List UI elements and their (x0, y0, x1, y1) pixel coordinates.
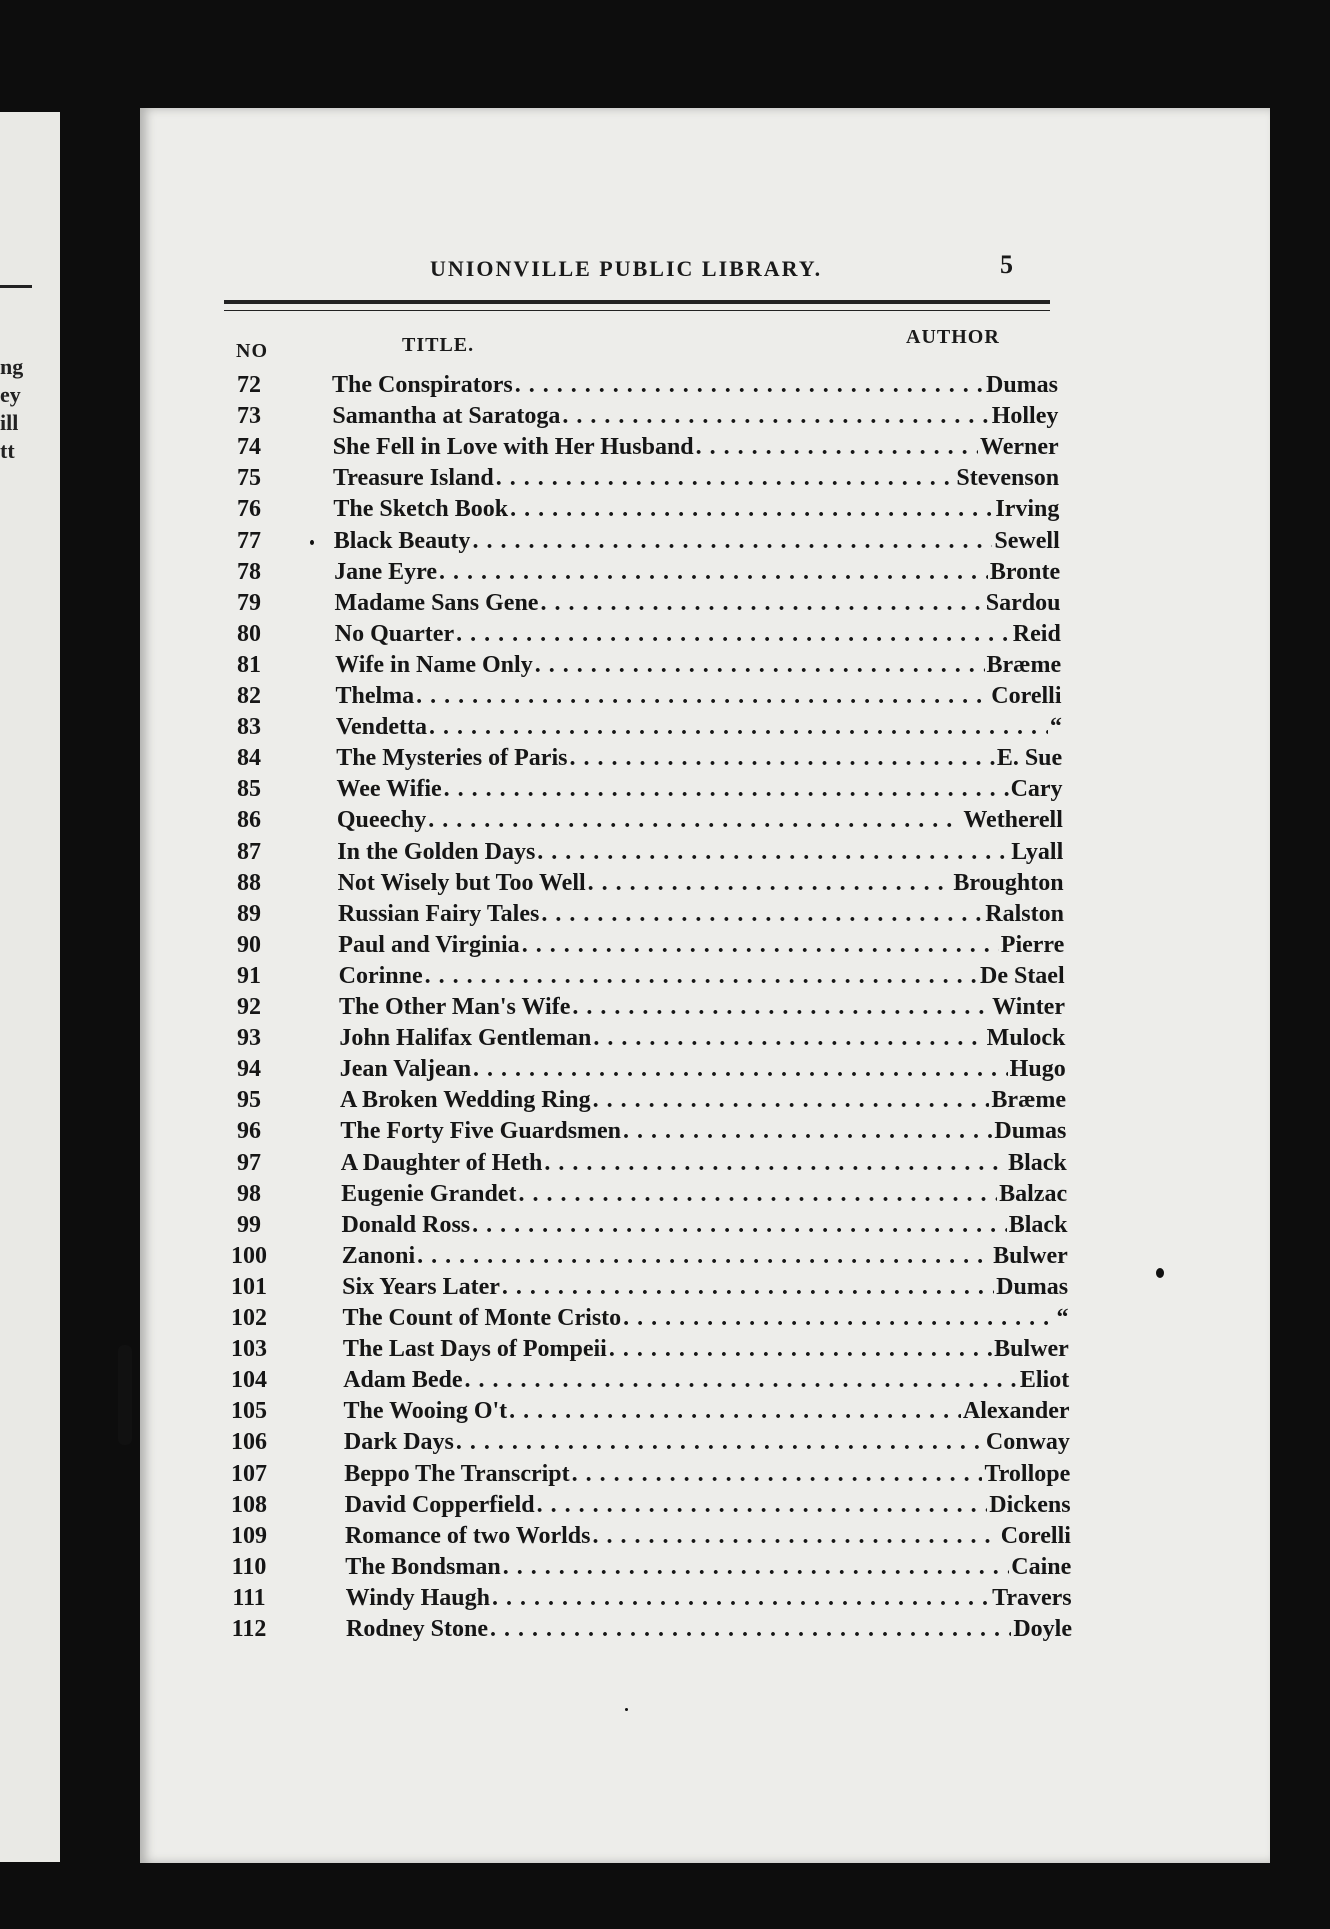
page-number: 5 (1000, 250, 1013, 279)
left-page-fragment (0, 112, 60, 1862)
catalog-entry-row (140, 1396, 1270, 1427)
entry-line (336, 743, 1062, 774)
entry-title: The Other Man's Wife (339, 994, 571, 1020)
entry-author: De Stael (979, 962, 1065, 989)
entry-line (345, 1490, 1071, 1521)
entry-number: 87 (237, 838, 261, 865)
entry-number: 112 (231, 1616, 267, 1642)
dot-leader (572, 992, 990, 1023)
dot-leader (544, 1148, 1006, 1179)
entry-line (333, 432, 1059, 463)
catalog-entry-row (140, 1148, 1270, 1179)
entry-author: Balzac (999, 1180, 1068, 1207)
entry-number: 109 (231, 1522, 267, 1549)
entry-title: The Forty Five Guardsmen (340, 1118, 622, 1145)
entry-author: Bulwer (994, 1336, 1069, 1363)
entry-author: Sardou (985, 589, 1061, 616)
entry-author: Mulock (986, 1025, 1066, 1052)
dot-leader (417, 1241, 991, 1272)
entry-title: No Quarter (334, 620, 455, 647)
entry-number: 103 (231, 1336, 267, 1363)
entry-author: Bulwer (993, 1242, 1068, 1269)
entry-line (346, 1614, 1072, 1645)
entry-title: Wife in Name Only (335, 651, 533, 678)
entry-number: 76 (237, 496, 261, 523)
entry-author: Caine (1011, 1553, 1072, 1580)
entry-title: Wee Wifie (336, 776, 442, 803)
entry-line (332, 401, 1058, 432)
entry-title: The Bondsman (345, 1553, 501, 1580)
entry-title: Dark Days (343, 1429, 454, 1456)
entry-title: In the Golden Days (337, 838, 536, 865)
entry-number: 107 (231, 1460, 267, 1487)
entry-number: 82 (237, 683, 261, 709)
entry-line (335, 650, 1061, 681)
entry-number: 74 (237, 434, 261, 461)
dot-leader (541, 899, 983, 930)
dot-leader (472, 1210, 1007, 1241)
entry-author: Dickens (989, 1491, 1071, 1518)
catalog-entry-row (140, 1427, 1270, 1458)
entry-author: Black (1008, 1149, 1067, 1176)
entry-number: 84 (237, 745, 261, 772)
catalog-entry-row (140, 930, 1270, 961)
entry-author: Trollope (984, 1460, 1071, 1487)
dot-leader (439, 557, 988, 588)
entry-title: Zanoni (341, 1242, 416, 1269)
entry-number: 94 (237, 1056, 261, 1083)
entry-title: Eugenie Grandet (341, 1180, 517, 1207)
left-fragment-text: ey (0, 382, 21, 407)
entry-line (338, 868, 1064, 899)
entry-title: David Copperfield (344, 1491, 535, 1518)
entry-line (344, 1396, 1070, 1427)
catalog-entry-row (140, 1241, 1270, 1272)
entry-number: 79 (237, 589, 261, 616)
entry-line (341, 1210, 1067, 1241)
dot-leader (593, 1023, 984, 1054)
catalog-entry-row (140, 1116, 1270, 1147)
entry-line (333, 494, 1059, 525)
entry-number: 105 (231, 1398, 267, 1425)
entry-author: Reid (1012, 620, 1061, 647)
entry-number: 97 (237, 1149, 261, 1176)
column-header-title: TITLE. (402, 334, 475, 356)
catalog-page (140, 108, 1270, 1863)
dot-leader (592, 1521, 998, 1552)
dot-leader (609, 1334, 992, 1365)
entry-line (340, 1054, 1066, 1085)
entry-author: Wetherell (963, 807, 1063, 834)
dot-leader (518, 1179, 997, 1210)
dot-leader (623, 1303, 1054, 1334)
entry-title: A Broken Wedding Ring (340, 1087, 591, 1114)
entry-title: Jane Eyre (334, 558, 437, 585)
entry-title: Not Wisely but Too Well (337, 869, 586, 896)
entry-title: Thelma (335, 683, 415, 709)
entry-number: 77 (237, 527, 261, 554)
dot-leader (496, 463, 955, 494)
entry-line (338, 930, 1064, 961)
entry-author: Cary (1010, 776, 1063, 803)
catalog-entry-row (140, 1490, 1270, 1521)
entry-title: Rodney Stone (346, 1616, 489, 1642)
entry-number: 100 (231, 1242, 267, 1269)
entry-author: Eliot (1019, 1367, 1070, 1394)
dot-leader (569, 743, 994, 774)
entry-number: 96 (237, 1118, 261, 1145)
entry-author: Lyall (1011, 838, 1064, 865)
entry-line (342, 1272, 1068, 1303)
entry-title: Jean Valjean (339, 1056, 472, 1083)
entry-title: The Mysteries of Paris (336, 745, 568, 772)
entry-line (344, 1427, 1070, 1458)
entry-line (342, 1241, 1068, 1272)
catalog-entry-row (140, 557, 1270, 588)
entry-number: 102 (231, 1305, 267, 1331)
dot-leader (465, 1365, 1018, 1396)
entry-author: Black (1008, 1211, 1068, 1238)
catalog-entry-row (140, 1552, 1270, 1583)
entry-title: Corinne (338, 962, 423, 989)
entry-title: John Halifax Gentleman (339, 1025, 592, 1052)
entry-title: Black Beauty (333, 527, 471, 554)
dot-leader (537, 1490, 988, 1521)
dot-leader (537, 837, 1009, 868)
entry-author: Dumas (994, 1118, 1067, 1145)
dot-leader (425, 961, 978, 992)
entry-line (332, 370, 1058, 401)
catalog-entry-row (140, 1459, 1270, 1490)
entry-author: “ (1056, 1305, 1069, 1331)
entry-number: 78 (237, 558, 261, 585)
catalog-entry-row (140, 805, 1270, 836)
entry-line (337, 837, 1063, 868)
entry-author: Stevenson (956, 465, 1060, 492)
entry-line (341, 1148, 1067, 1179)
entry-number: 111 (232, 1584, 266, 1611)
header-rule-thin (224, 310, 1050, 311)
catalog-entry-row (140, 401, 1270, 432)
catalog-entry-row (140, 681, 1270, 712)
entry-number: 92 (237, 994, 261, 1020)
entry-author: Broughton (953, 869, 1064, 896)
binding-mark (118, 1345, 132, 1445)
entry-number: 81 (237, 651, 261, 678)
entry-number: 98 (237, 1180, 261, 1207)
entry-author: Bræme (986, 651, 1062, 678)
dot-leader (503, 1552, 1010, 1583)
entry-author: “ (1049, 714, 1062, 741)
catalog-entry-row (140, 961, 1270, 992)
column-header-author: AUTHOR (906, 326, 1000, 348)
entry-number: 106 (231, 1429, 267, 1456)
catalog-entry-row (140, 1583, 1270, 1614)
entry-title: Romance of two Worlds (344, 1522, 591, 1549)
dot-leader (416, 681, 989, 712)
catalog-entry-row (140, 432, 1270, 463)
dot-leader (473, 1054, 1008, 1085)
entry-title: Paul and Virginia (338, 931, 520, 958)
entry-number: 83 (237, 714, 261, 741)
catalog-entry-row (140, 743, 1270, 774)
left-fragment-text: ill (0, 410, 19, 435)
entry-line (337, 805, 1063, 836)
entry-title: Adam Bede (343, 1367, 463, 1394)
dot-leader (429, 712, 1048, 743)
entry-title: She Fell in Love with Her Husband (332, 434, 694, 461)
catalog-entry-row (140, 1521, 1270, 1552)
catalog-entry-row (140, 837, 1270, 868)
entry-line (344, 1459, 1070, 1490)
entry-author: Pierre (1000, 931, 1065, 958)
catalog-entry-row (140, 1023, 1270, 1054)
entry-title: Treasure Island (333, 465, 494, 492)
catalog-entry-row (140, 1054, 1270, 1085)
entry-line (333, 463, 1059, 494)
entry-author: Dumas (996, 1273, 1069, 1300)
dot-leader (540, 588, 983, 619)
dot-leader (588, 868, 952, 899)
entry-title: Queechy (336, 807, 427, 834)
left-fragment-text: ng (0, 354, 24, 379)
dot-leader (572, 1459, 983, 1490)
entry-author: Werner (980, 434, 1059, 461)
entry-number: 72 (237, 372, 261, 398)
catalog-entry-row (140, 1334, 1270, 1365)
entry-number: 90 (237, 931, 261, 958)
entry-number: 104 (231, 1367, 267, 1394)
catalog-entry-row (140, 868, 1270, 899)
entry-title: The Last Days of Pompeii (342, 1336, 607, 1363)
left-fragment-text: tt (0, 438, 15, 463)
catalog-entry-row (140, 992, 1270, 1023)
entry-line (343, 1303, 1069, 1334)
entry-line (340, 1085, 1066, 1116)
entry-line (340, 1116, 1066, 1147)
column-header-no: NO (236, 340, 268, 362)
entry-number: 108 (231, 1491, 267, 1518)
entry-author: Ralston (985, 900, 1064, 927)
entry-title: The Count of Monte Cristo (342, 1305, 622, 1331)
entry-line (346, 1583, 1072, 1614)
entry-author: Alexander (962, 1398, 1070, 1425)
left-page-rule (0, 285, 32, 288)
entry-number: 110 (231, 1553, 267, 1580)
entry-line (334, 588, 1060, 619)
catalog-entry-row (140, 1210, 1270, 1241)
entry-author: Bronte (989, 558, 1061, 585)
dot-leader (593, 1085, 990, 1116)
catalog-entry-row (140, 1614, 1270, 1645)
entry-line (339, 992, 1065, 1023)
dot-leader (428, 805, 961, 836)
catalog-entry-row (140, 1272, 1270, 1303)
catalog-entry-row (140, 588, 1270, 619)
entry-line (334, 557, 1060, 588)
entry-number: 86 (237, 807, 261, 834)
entry-author: Holley (991, 403, 1059, 430)
dot-leader (492, 1583, 990, 1614)
dot-leader (623, 1116, 992, 1147)
entry-line (338, 899, 1064, 930)
entry-line (336, 681, 1062, 712)
catalog-entry-row (140, 619, 1270, 650)
entry-author: Corelli (1000, 1522, 1071, 1549)
entry-line (334, 526, 1060, 557)
entry-author: Irving (995, 496, 1060, 523)
entry-author: Winter (992, 994, 1065, 1020)
entry-author: Doyle (1013, 1616, 1072, 1642)
entry-title: Vendetta (335, 714, 427, 741)
dot-leader (444, 774, 1009, 805)
catalog-entry-row (140, 650, 1270, 681)
entry-number: 88 (237, 869, 261, 896)
entry-title: The Wooing O't (343, 1398, 508, 1425)
entry-line (341, 1179, 1067, 1210)
dot-leader (509, 1396, 961, 1427)
entry-author: Hugo (1009, 1056, 1066, 1083)
dot-leader (535, 650, 985, 681)
entry-author: Bræme (991, 1087, 1067, 1114)
catalog-entry-row (140, 774, 1270, 805)
catalog-entry-row (140, 370, 1270, 401)
entry-line (339, 1023, 1065, 1054)
dot-leader (456, 619, 1011, 650)
entry-number: 91 (237, 962, 261, 989)
entry-author: E. Sue (996, 745, 1063, 772)
dot-leader (472, 526, 992, 557)
entry-title: Six Years Later (342, 1273, 500, 1300)
entry-line (339, 961, 1065, 992)
entry-author: Travers (992, 1584, 1072, 1611)
entry-line (337, 774, 1063, 805)
running-title: UNIONVILLE PUBLIC LIBRARY. (430, 256, 823, 281)
entry-author: Corelli (991, 683, 1062, 709)
entry-title: Windy Haugh (345, 1584, 490, 1611)
dot-leader (696, 432, 978, 463)
entry-line (336, 712, 1062, 743)
entry-title: The Conspirators (332, 372, 513, 398)
catalog-entry-row (140, 1365, 1270, 1396)
dot-leader (562, 401, 989, 432)
catalog-entry-row (140, 899, 1270, 930)
header-rule (224, 300, 1050, 304)
entry-line (343, 1334, 1069, 1365)
catalog-entry-row (140, 1085, 1270, 1116)
entry-line (335, 619, 1061, 650)
entry-line (345, 1521, 1071, 1552)
dot-leader (515, 370, 984, 401)
catalog-entry-row (140, 1179, 1270, 1210)
catalog-entry-row (140, 712, 1270, 743)
entry-line (343, 1365, 1069, 1396)
entry-author: Conway (985, 1429, 1070, 1456)
entry-number: 93 (237, 1025, 261, 1052)
catalog-entry-row (140, 463, 1270, 494)
entry-number: 95 (237, 1087, 261, 1114)
entry-number: 80 (237, 620, 261, 647)
dot-leader (456, 1427, 984, 1458)
entry-author: Sewell (994, 527, 1060, 554)
entry-title: Russian Fairy Tales (337, 900, 540, 927)
entry-number: 85 (237, 776, 261, 803)
entry-number: 75 (237, 465, 261, 492)
entry-number: 101 (231, 1273, 267, 1300)
catalog-entry-row (140, 1303, 1270, 1334)
entry-number: 73 (237, 403, 261, 430)
entry-title: The Sketch Book (333, 496, 509, 523)
entry-author: Dumas (985, 372, 1058, 398)
dot-leader (522, 930, 999, 961)
entry-number: 99 (237, 1211, 261, 1238)
entry-title: Madame Sans Gene (334, 589, 539, 616)
dot-leader (510, 494, 993, 525)
entry-title: Beppo The Transcript (344, 1460, 570, 1487)
entry-line (345, 1552, 1071, 1583)
book-gutter (60, 100, 140, 1890)
dot-leader (502, 1272, 994, 1303)
catalog-entry-row (140, 494, 1270, 525)
entry-title: A Daughter of Heth (340, 1149, 543, 1176)
entry-title: Donald Ross (341, 1211, 471, 1238)
entry-number: 89 (237, 900, 261, 927)
dot-leader (490, 1614, 1011, 1645)
entry-title: Samantha at Saratoga (332, 403, 561, 430)
